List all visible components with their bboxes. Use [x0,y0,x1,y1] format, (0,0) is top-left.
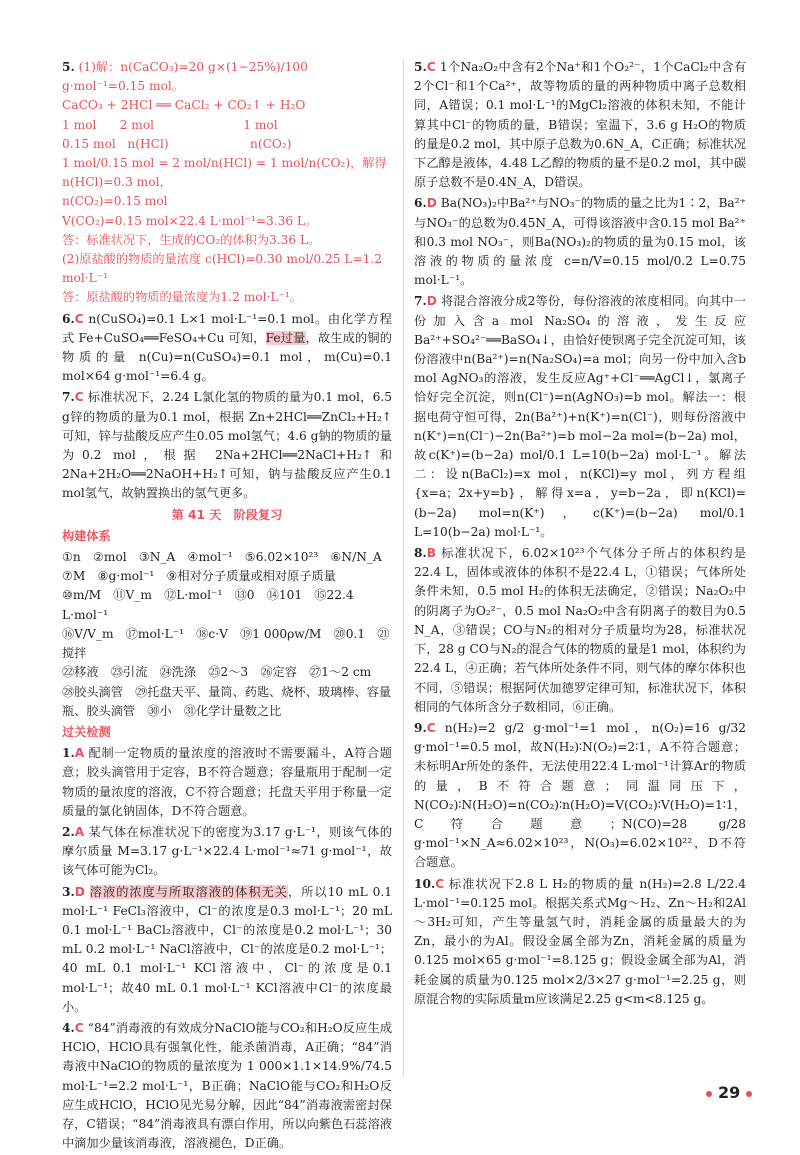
answer-letter: C [426,60,436,74]
explanation-text: 将混合溶液分成2等份，每份溶液的浓度相同。向其中一份加入含a mol Na₂SO₄的溶液，发生反应Ba²⁺+SO₄²⁻══BaSO₄↓，由恰好使钡离子完全沉淀可知，该份溶液中n(Ba²⁺)=n(Na₂SO₄)=a mol；向另一份中加入含b mol AgNO₃的溶液，发生反应Ag⁺+Cl⁻══AgCl↓，氯离子恰好完全沉淀，则n(Cl⁻)=n(AgNO₃)=b mol。解法一：根据电荷守恒可得，2n(Ba²⁺)+n(K⁺)=n(Cl⁻)，则每份溶液中n(K⁺)=n(Cl⁻)−2n(Ba²⁺)=b mol−2a mol=(b−2a) mol，故c(K⁺)=(b−2a) mol/0.1 L=10(b−2a) mol·L⁻¹。解法二：设n(BaCl₂)=x mol，n(KCl)=y mol，列方程组{x=a；2x+y=b}，解得x=a，y=b−2a，即n(KCl)=(b−2a) mol=n(K⁺)，c(K⁺)=(b−2a) mol/0.1 L=10(b−2a) mol·L⁻¹。 [414,294,746,539]
page-number-text: 29 [718,1083,741,1102]
solution-line: (1)解：n(CaCO₃)=20 g×(1−25%)/100 g·mol⁻¹=0.15 mol。 [62,60,308,94]
answer-7-left [62,388,392,503]
explanation-text: ，故生成的铜的物质的量 n(Cu)=n(CuSO₄)=0.1 mol，m(Cu)=0.1 mol×64 g·mol⁻¹=6.4 g。 [62,330,392,384]
answer-5-left [62,58,392,308]
solution-line: CaCO₃ + 2HCl ══ CaCl₂ + CO₂↑ + H₂O [62,98,306,113]
answer-letter: A [74,746,85,761]
solution-line: 答：标准状况下，生成的CO₂的体积为3.36 L。 [62,232,321,247]
check-item-5 [414,58,746,192]
item-number: 3. [62,884,75,899]
explanation-text: 某气体在标准状况下的密度为3.17 g·L⁻¹，则该气体的摩尔质量 M=3.17 g·L⁻¹×22.4 L·mol⁻¹≈71 g·mol⁻¹，故该气体可能为Cl₂。 [62,824,392,878]
explanation-text: 1个Na₂O₂中含有2个Na⁺和1个O₂²⁻，1个CaCl₂中含有2个Cl⁻和1个Ca²⁺，故等物质的量的两种物质中离子总数相同，A错误；0.1 mol·L⁻¹的MgCl₂溶液的体积未知，不能计算其中Cl⁻的物质的量，B错误；室温下，3.6 g H₂O的物质的量是0.2 mol，其中原子总数为0.6N_A，C正确；标准状况下乙醇是液体，4.48 L乙醇的物质的量不是0.2 mol，其中碳原子总数不是0.4N_A，D错误。 [414,60,747,190]
answer-letter: C [74,1020,84,1035]
build-line: ⑦M ⑧g·mol⁻¹ ⑨相对分子质量或相对原子质量 [62,569,336,584]
check-item-7 [414,292,746,542]
check-item-10 [414,875,746,1009]
build-line: ⑯V/V_m ⑰mol·L⁻¹ ⑱c·V ⑲1 000ρw/M ⑳0.1 ㉑搅拌 [62,626,390,661]
answer-letter: C [74,390,84,405]
solution-line: 答：原盐酸的物质的量浓度为1.2 mol·L⁻¹。 [62,290,302,305]
answer-letter: C [426,720,436,735]
build-line: ㉒移液 ㉓引流 ㉔洗涤 ㉕2～3 ㉖定容 ㉗1～2 cm [62,665,372,680]
answer-letter: B [426,546,437,561]
solution-line: 1 mol/0.15 mol = 2 mol/n(HCl) = 1 mol/n(CO₂)，解得 n(HCl)=0.3 mol， [62,156,387,190]
highlighted-text: 溶液的浓度与所取溶液的体积无关 [89,884,289,899]
explanation-text: Ba(NO₃)₂中Ba²⁺与NO₃⁻的物质的量之比为1∶2，Ba²⁺与NO₃⁻的总数为0.45N_A，可得该溶液中含0.15 mol Ba²⁺和0.3 mol NO₃⁻，则Ba(NO₃)₂的物质的量为0.15 mol，该溶液的物质的量浓度 c=n/V=0.15 mol/0.2 L=0.75 mol·L⁻¹。 [414,196,747,288]
build-line: ⑩m/M ⑪V_m ⑫L·mol⁻¹ ⑬0 ⑭101 ⑮22.4 L·mol⁻¹ [62,588,354,622]
check-item-1 [62,744,392,821]
check-item-3 [62,883,392,1017]
build-system-list [62,548,392,721]
solution-line: 1 mol 2 mol 1 mol [62,117,278,132]
answer-letter: D [426,196,437,211]
answer-letter: A [74,824,85,839]
explanation-text: 标准状况下2.8 L H₂的物质的量 n(H₂)=2.8 L/22.4 L·mol⁻¹=0.125 mol。根据关系式Mg～H₂、Zn～H₂和2Al～3H₂可知，产生等量氢气时，消耗金属的质量最大的为Zn，最小的为Al。假设金属全部为Zn，消耗金属的质量为0.125 mol×65 g·mol⁻¹=8.125 g；假设金属全部为Al，消耗金属的质量为0.125 mol×2/3×27 g·mol⁻¹=2.25 g，则原混合物的实际质量m应该满足2.25 g<m<8.125 g。 [414,876,747,1006]
solution-line: V(CO₂)=0.15 mol×22.4 L·mol⁻¹=3.36 L。 [62,213,318,228]
answer-6-left [62,310,392,387]
item-number: 6. [414,196,427,211]
right-column [414,58,746,1011]
page-number [700,1083,758,1102]
solution-line: n(CO₂)=0.15 mol [62,194,168,209]
build-line: ㉘胶头滴管 ㉙托盘天平、量筒、药匙、烧杯、玻璃棒、容量瓶、胶头滴管 ㉚小 ㉛化学计量数之比 [62,684,392,718]
item-number: 7. [62,390,75,405]
item-number: 8. [414,546,427,561]
explanation-text: 标准状况下，6.02×10²³个气体分子所占的体积约是22.4 L，固体或液体的体积不是22.4 L，①错误；气体所处条件未知，0.5 mol H₂的体积无法确定，②错误；Na₂O₂中的阴离子为O₂²⁻，0.5 mol Na₂O₂中含有阴离子的数目为0.5 N_A，③错误；CO与N₂的相对分子质量均为28，标准状况下，28 g CO与N₂的混合气体的物质的量是1 mol，体积约为22.4 L，④正确；若气体所处条件不同，则气体的摩尔体积也不同，⑤错误；根据阿伏加德罗定律可知，标准状况下，体积相同的气体所含分子数相同，⑥正确。 [414,546,747,714]
item-number: 2. [62,824,75,839]
check-item-8 [414,544,746,717]
item-number: 10. [414,876,436,891]
solution-line: (2)原盐酸的物质的量浓度 c(HCl)=0.30 mol/0.25 L=1.2 mol·L⁻¹ [62,252,383,286]
item-number: 4. [62,1020,75,1035]
item-number: 6. [62,311,75,326]
answer-letter: C [74,311,84,326]
item-number: 1. [62,746,75,761]
column-divider [403,58,404,1078]
check-item-4 [62,1019,392,1153]
left-column [62,58,392,1155]
item-number: 9. [414,720,427,735]
day-title: 第 41 天 阶段复习 [171,507,283,522]
explanation-text: “84”消毒液的有效成分NaClO能与CO₂和H₂O反应生成HClO，HClO具有强氧化性，能杀菌消毒，A正确；“84”消毒液中NaClO的物质的量浓度为 1 000×1.1×14.9%/74.5 mol·L⁻¹=2.2 mol·L⁻¹，B正确；NaClO能与CO₂和H₂O反应生成HClO，HClO见光易分解，因此“84”消毒液需密封保存，C错误；“84”消毒液具有漂白作用，所以向紫色石蕊溶液中滴加少量该消毒液，溶液褪色，D正确。 [62,1020,393,1151]
highlighted-text: Fe过量 [265,330,306,345]
dot-icon [746,1091,752,1097]
explanation-text: 标准状况下，2.24 L氯化氢的物质的量为0.1 mol，6.5 g锌的物质的量为0.1 mol，根据 Zn+2HCl══ZnCl₂+H₂↑可知，锌与盐酸反应产生0.05 mol氢气；4.6 g钠的物质的量为0.2 mol，根据 2Na+2HCl══2NaCl+H₂↑和 2Na+2H₂O══2NaOH+H₂↑可知，钠与盐酸反应产生0.1 mol氢气，故钠置换出的氢气更多。 [62,390,392,501]
solution-line: 0.15 mol n(HCl) n(CO₂) [62,136,292,151]
answer-letter: D [426,294,437,309]
item-number: 5. [62,60,75,74]
dot-icon [706,1091,712,1097]
answer-letter: D [74,884,85,899]
check-item-2 [62,823,392,881]
check-heading: 过关检测 [62,724,111,739]
check-item-9 [414,719,746,873]
item-number: 5. [414,60,427,74]
build-system-heading: 构建体系 [62,528,111,543]
explanation-text: n(CuSO₄)=0.1 L×1 mol·L⁻¹=0.1 mol。由化学方程式 Fe+CuSO₄══FeSO₄+Cu 可知， [62,311,392,345]
explanation-text: 配制一定物质的量浓度的溶液时不需要漏斗，A符合题意；胶头滴管用于定容，B不符合题意；容量瓶用于配制一定物质的量浓度的溶液，C不符合题意；托盘天平用于称量一定质量的氯化钠固体，D不符合题意。 [62,746,392,818]
explanation-text: n(H₂)=2 g/2 g·mol⁻¹=1 mol，n(O₂)=16 g/32 g·mol⁻¹=0.5 mol，故N(H₂)∶N(O₂)=2∶1，A不符合题意；未标明Ar所处的条件，无法使用22.4 L·mol⁻¹计算Ar的物质的量，B不符合题意；同温同压下，N(CO₂)∶N(H₂O)=n(CO₂)∶n(H₂O)=V(CO₂)∶V(H₂O)=1∶1，C符合题意；N(CO)=28 g/28 g·mol⁻¹×N_A≈6.02×10²³，N(O₃)=6.02×10²²，D不符合题意。 [414,720,747,870]
build-line: ①n ②mol ③N_A ④mol⁻¹ ⑤6.02×10²³ ⑥N/N_A [62,550,382,565]
item-number: 7. [414,294,427,309]
explanation-text: ，所以10 mL 0.1 mol·L⁻¹ FeCl₃溶液中，Cl⁻的浓度是0.3 mol·L⁻¹；20 mL 0.1 mol·L⁻¹ BaCl₂溶液中，Cl⁻的浓度是0.2 mol·L⁻¹；30 mL 0.2 mol·L⁻¹ NaCl溶液中，Cl⁻的浓度是0.2 mol·L⁻¹；40 mL 0.1 mol·L⁻¹ KCl溶液中，Cl⁻的浓度是0.1 mol·L⁻¹；故40 mL 0.1 mol·L⁻¹ KCl溶液中Cl⁻的浓度最小。 [62,884,393,1014]
answer-letter: C [435,876,445,891]
check-item-6 [414,194,746,290]
